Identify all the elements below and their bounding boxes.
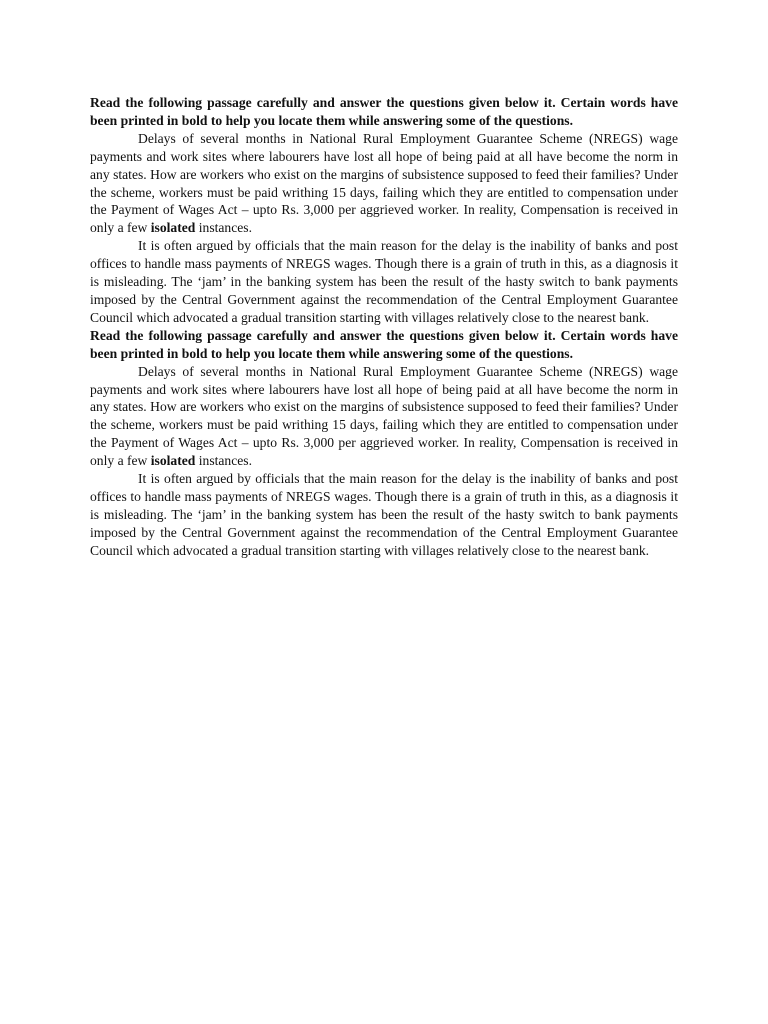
paragraph-1-text-end: instances. <box>195 220 252 236</box>
paragraph-1-text-end: instances. <box>195 453 252 469</box>
paragraph-1 <box>90 363 678 470</box>
paragraph-1-text: Delays of several months in National Rural Employment Guarantee Scheme (NREGS) wage payments and work sites where labourers have lost all hope of being paid at all have become the norm in any states. How are workers who exist on the margins of subsistence supposed to feed their families? Under the scheme, workers must be paid writhing 15 days, failing which they are entitled to compensation under the Payment of Wages Act – upto Rs. 3,000 per aggrieved worker. In reality, Compensation is received in only a few <box>90 130 678 236</box>
document-page <box>90 94 678 560</box>
paragraph-1 <box>90 130 678 237</box>
paragraph-2: It is often argued by officials that the main reason for the delay is the inability of banks and post offices to handle mass payments of NREGS wages. Though there is a grain of truth in this, as a diagnosis it is misleading. The ‘jam’ in the banking system has been the result of the hasty switch to bank payments imposed by the Central Government against the recommendation of the Central Employment Guarantee Council which advocated a gradual transition starting with villages relatively close to the nearest bank. <box>90 471 678 558</box>
instruction-text: Read the following passage carefully and answer the questions given below it. Certain words have been printed in bold to help you locate them while answering some of the questions. <box>90 327 678 361</box>
passage-section-1 <box>90 94 678 327</box>
passage-section-2 <box>90 327 678 560</box>
instruction-text: Read the following passage carefully and answer the questions given below it. Certain words have been printed in bold to help you locate them while answering some of the questions. <box>90 95 678 128</box>
bold-word-isolated: isolated <box>150 220 196 236</box>
paragraph-2: It is often argued by officials that the main reason for the delay is the inability of banks and post offices to handle mass payments of NREGS wages. Though there is a grain of truth in this, as a diagnosis it is misleading. The ‘jam’ in the banking system has been the result of the hasty switch to bank payments imposed by the Central Government against the recommendation of the Central Employment Guarantee Council which advocated a gradual transition starting with villages relatively close to the nearest bank. <box>90 238 678 325</box>
paragraph-1-text: Delays of several months in National Rural Employment Guarantee Scheme (NREGS) wage payments and work sites where labourers have lost all hope of being paid at all have become the norm in any states. How are workers who exist on the margins of subsistence supposed to feed their families? Under the scheme, workers must be paid writhing 15 days, failing which they are entitled to compensation under the Payment of Wages Act – upto Rs. 3,000 per aggrieved worker. In reality, Compensation is received in only a few <box>90 363 678 469</box>
bold-word-isolated: isolated <box>150 453 196 469</box>
